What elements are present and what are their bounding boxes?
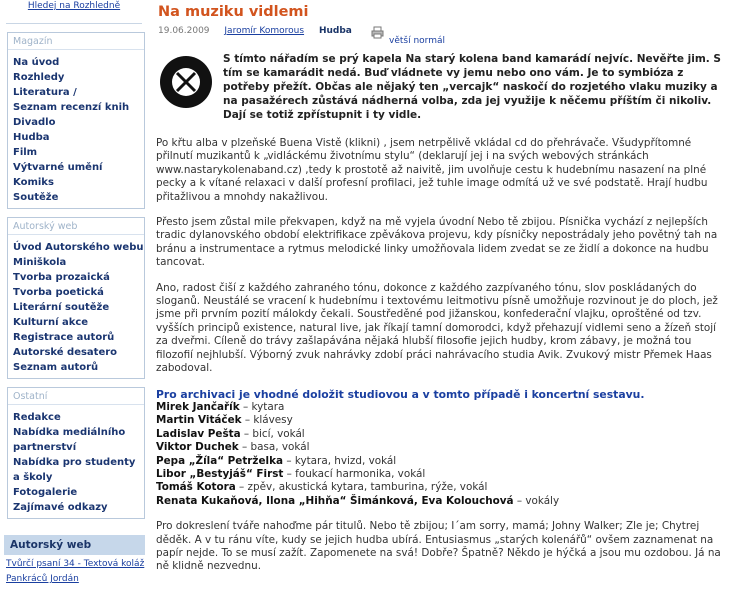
member-row bbox=[156, 495, 731, 508]
magazin-box bbox=[7, 32, 145, 209]
left-sidebar bbox=[0, 0, 148, 600]
magazin-heading: Magazín bbox=[8, 33, 144, 50]
ostatni-heading: Ostatní bbox=[8, 388, 144, 405]
member-row bbox=[156, 428, 731, 441]
menu-item[interactable]: Nabídka pro studenty a školy bbox=[13, 457, 136, 483]
menu-item[interactable]: Výtvarné umění bbox=[13, 162, 103, 173]
paragraph: Po křtu alba v plzeňské Buena Vistě (klikni) , jsem netrpělivě vkládal cd do přehrávače. Všudypřítomné přilnutí muzikantů k „vidláckému životnímu stylu“ (deklarují jej i na svých webových stránkách www.nastarykolenaband.cz) ,tedy k prostotě až naivitě, jim uvolňuje cestu k hudebnímu nasazení na plné pecky a k vítané relaxaci v další profesní profilaci, jež tuhle image odmítá už ve své podstatě. Hrají hudbu přitažlivou a mnohdy nakažlivou. bbox=[156, 137, 708, 203]
autorsky-heading: Autorský web bbox=[8, 218, 144, 235]
member-row bbox=[156, 455, 731, 468]
menu-item[interactable]: Na úvod bbox=[13, 57, 60, 68]
menu-item[interactable]: Seznam autorů bbox=[13, 362, 99, 373]
article-title: Na muziku vidlemi bbox=[158, 4, 309, 20]
paragraph: Ano, radost čiší z každého zahraného tónu, dokonce z každého zazpívaného tónu, slov poskládaných do sloganů. Neustálé se vracení k hudebnímu i textovému leitmotivu písně umožňuje rozvinout je do ploch, jež jsme při prvním pozití málokdy čekali. Soustředěné pod jižanskou, konfederační vlajku, oproštěné od tzv. vyšších principů existence, natural live, jak říkají tamní domorodci, když přehazují vidlemi seno a žízeň stojí za dveřmi. Cíleně do trávy zašlapávána nějaká hlubší filosofie jejich hudby, krom zábavy, je možná tou filozofií nejhlubší. Výborný zvuk nahrávky zdobí práci nahrávacího studia Avik. Zvukový mistr Přemek Haas zabodoval. bbox=[156, 281, 718, 375]
font-size-toggle[interactable]: větší normál bbox=[389, 36, 445, 46]
menu-item[interactable]: Film bbox=[13, 147, 38, 158]
member-name: Libor „Bestyjáš“ First bbox=[156, 467, 284, 480]
member-name: Tomáš Kotora bbox=[156, 481, 236, 494]
menu-item[interactable]: Fotogalerie bbox=[13, 487, 78, 498]
article-main bbox=[156, 0, 731, 600]
menu-item[interactable]: Úvod Autorského webu bbox=[13, 242, 144, 253]
menu-item[interactable]: Autorské desatero bbox=[13, 347, 118, 358]
menu-item[interactable]: Hudba bbox=[13, 132, 50, 143]
autorsky-web-heading: Autorský web bbox=[4, 535, 145, 555]
member-name: Pepa „Žíla“ Petrželka bbox=[156, 454, 284, 467]
menu-item[interactable]: Registrace autorů bbox=[13, 332, 115, 343]
member-name: Martin Vitáček bbox=[156, 414, 242, 427]
search-rozhledna-link[interactable]: Hledej na Rozhledně bbox=[27, 1, 121, 11]
article-category[interactable]: Hudba bbox=[318, 26, 352, 36]
member-name: Renata Kukaňová, Ilona „Hihňa“ Šimánková, Eva Kolouchová bbox=[156, 494, 514, 507]
print-icon[interactable] bbox=[371, 26, 384, 39]
menu-item[interactable]: Tvorba poetická bbox=[13, 287, 104, 298]
member-row bbox=[156, 481, 731, 494]
member-row bbox=[156, 468, 731, 481]
member-role: – vokály bbox=[513, 494, 560, 507]
menu-item[interactable]: Redakce bbox=[13, 412, 61, 423]
member-row bbox=[156, 414, 731, 427]
menu-item[interactable]: Divadlo bbox=[13, 117, 56, 128]
member-name: Ladislav Pešta bbox=[156, 427, 241, 440]
autorsky-web-entry[interactable]: Tvůrčí psaní 34 - Textová koláž bbox=[6, 559, 145, 569]
menu-item[interactable]: Miniškola bbox=[13, 257, 67, 268]
member-role: – basa, vokál bbox=[238, 441, 310, 454]
search-divider bbox=[6, 17, 142, 24]
member-row bbox=[156, 401, 731, 414]
member-name: Viktor Duchek bbox=[156, 441, 239, 454]
autorsky-box bbox=[7, 217, 145, 379]
menu-item[interactable]: Literární soutěže bbox=[13, 302, 110, 313]
autorsky-web-entry[interactable]: Pankráců Jordán bbox=[6, 574, 79, 584]
member-row bbox=[156, 441, 731, 454]
menu-item[interactable]: Komiks bbox=[13, 177, 54, 188]
lead-text: S tímto nářadím se prý kapela Na starý kolena band kamarádí nejvíc. Nevěřte jim. S tím se kamarádit nedá. Buď vládnete vy jemu nebo ono vám. Je to symbióza z potřeby přežít. Občas ale nějaký ten „vercajk“ naskočí do rozjetého vlaku muziky a na pasažérech zůstává nádherná volba, zda jej využije k něčemu příštím či nikoliv. Dají se totiž zpřístupnit i ty vidle. bbox=[223, 53, 721, 121]
menu-item[interactable]: Seznam recenzí knih bbox=[13, 102, 130, 113]
member-role: – foukací harmonika, vokál bbox=[283, 467, 426, 480]
member-role: – klávesy bbox=[241, 414, 293, 427]
member-role: – bicí, vokál bbox=[240, 427, 305, 440]
article-author-link[interactable]: Jaromír Komorous bbox=[224, 26, 305, 36]
members-heading: Pro archivaci je vhodné doložit studiovou a v tomto případě i koncertní sestavu. bbox=[156, 387, 645, 401]
menu-item[interactable]: Soutěže bbox=[13, 192, 59, 203]
article-body bbox=[156, 137, 731, 586]
menu-item[interactable]: Kulturní akce bbox=[13, 317, 89, 328]
member-role: – zpěv, akustická kytara, tamburina, rýže, vokál bbox=[235, 481, 488, 494]
paragraph: Pro dokreslení tváře nahoďme pár titulů. Nebo tě zbijou; I´am sorry, mamá; Johny Walker; Zle je; Chytrej děděk. A v tu ránu víte, kudy se jejich hudba ubírá. Entusiasmus „starých kolenářů“ ovšem zaznamenat na papír nejde. To se musí zažít. Zapomenete na svá! Dobře? Špatně? Někdo je hýčká a jsou mu ozdobou. Já na ně klidně nezvednu. bbox=[156, 520, 721, 573]
band-logo-icon bbox=[160, 56, 212, 108]
article-date: 19.06.2009 bbox=[158, 26, 210, 36]
member-name: Mirek Jančařík bbox=[156, 400, 240, 413]
menu-item[interactable]: Literatura / bbox=[13, 87, 77, 98]
paragraph: Přesto jsem zůstal mile překvapen, když na mě vyjela úvodní Nebo tě zbijou. Písnička vychází z nejlepších tradic dylanovského období elektrifikace zpěvákova projevu, kdy písničky nepostrádaly jeho povětný tah na bránu a instrumentace a rytmus melodické linky umožňovala lidem zvedat se ze židlí a dokonce na hudbu tancovat. bbox=[156, 216, 718, 269]
article-meta bbox=[158, 26, 731, 46]
ostatni-box bbox=[7, 387, 145, 519]
menu-item[interactable]: Rozhledy bbox=[13, 72, 65, 83]
menu-item[interactable]: Nabídka mediálního partnerství bbox=[13, 427, 126, 453]
member-role: – kytara, hvizd, vokál bbox=[283, 454, 397, 467]
menu-item[interactable]: Tvorba prozaická bbox=[13, 272, 110, 283]
article-lead bbox=[156, 52, 728, 122]
member-role: – kytara bbox=[239, 400, 285, 413]
menu-item[interactable]: Zajímavé odkazy bbox=[13, 502, 108, 513]
